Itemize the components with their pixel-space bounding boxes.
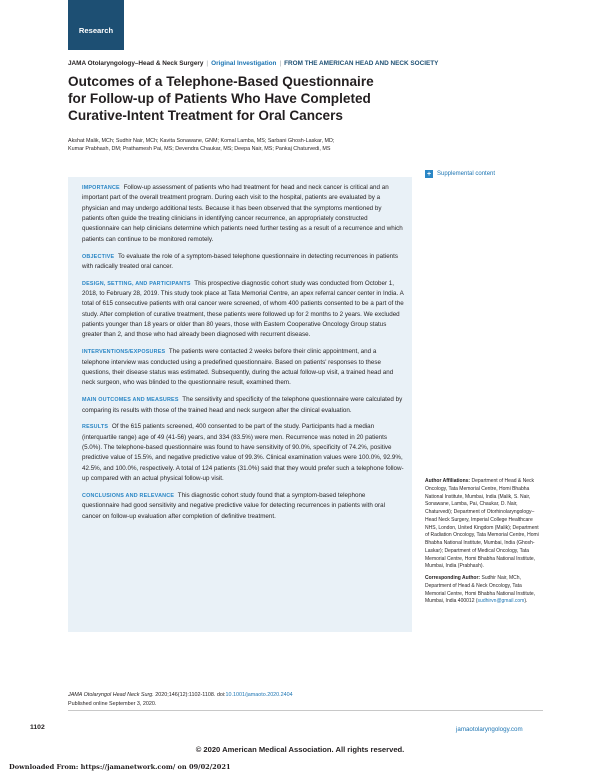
section-text: This diagnostic cohort study found that a symptom-based telephone questionnaire had good sensitivity and negative predictive value for detecting recurrences in patients with oral cancer on follow-up evaluation after completion of definitive treatment. bbox=[82, 491, 385, 520]
affiliations-block bbox=[425, 478, 543, 571]
title-line: Outcomes of a Telephone-Based Questionnaire bbox=[68, 74, 374, 89]
society-label: FROM THE AMERICAN HEAD AND NECK SOCIETY bbox=[284, 60, 439, 67]
section-heading: CONCLUSIONS AND RELEVANCE bbox=[82, 492, 175, 499]
section-text: The sensitivity and specificity of the telephone questionnaire were calculated by comparing its results with those of the trained head and neck surgeon after the clinical evaluation. bbox=[82, 396, 403, 414]
title-line: for Follow-up of Patients Who Have Completed bbox=[68, 90, 371, 106]
corresponding-author-end: ). bbox=[524, 598, 528, 605]
affiliations-label: Author Affiliations: bbox=[425, 478, 471, 484]
plus-icon: + bbox=[426, 170, 432, 178]
section-text: Follow-up assessment of patients who had treatment for head and neck cancer is critical and an important part of the overall treatment program. During each visit to the hospital, patients are evaluated by a physician and may undergo additional tests. Because it has been observed that the symptoms mentioned by patients often guide the treating clinicians in identifying cancer recurrence, an appropriately constructed questionnaire can help clinicians determine which patients need further testing as a result of a recurrence and which patients can continue to be monitored remotely. bbox=[82, 184, 403, 243]
section-text: The patients were contacted 2 weeks before their clinic appointment, and a telephone interview was conducted using a predefined questionnaire. Based on patients' responses to these questions, their disease status was estimated. Subsequently, during the actual follow-up visit, a trained head and neck surgeon, who was blinded to the questionnaire result, examined them. bbox=[82, 348, 394, 387]
section-heading: MAIN OUTCOMES AND MEASURES bbox=[82, 397, 179, 404]
section-text: To evaluate the role of a symptom-based telephone questionnaire in detecting recurrences in patients with radically treated oral cancer. bbox=[82, 252, 399, 270]
corresponding-author-text: Sudhir Nair, MCh, Department of Head & Neck Oncology, Tata Memorial Centre, Homi Bhabha National Institute, Mumbai, India 400012 ( bbox=[425, 575, 536, 605]
download-stamp: Downloaded From: https://jamanetwork.com/ on 09/02/2021 bbox=[9, 763, 231, 771]
abstract-outcomes bbox=[82, 395, 404, 416]
abstract-conclusions bbox=[82, 491, 404, 522]
separator: | bbox=[279, 60, 282, 67]
abstract-importance bbox=[82, 183, 404, 245]
author-line: Akshat Malik, MCh; Sudhir Nair, MCh; Kavita Sonawane, GNM; Komal Lamba, MS; Sarbani Ghosh-Laskar, MD; bbox=[68, 138, 335, 144]
affiliations-text: Department of Head & Neck Oncology, Tata Memorial Centre, Homi Bhabha National Institute, Mumbai, India (Malik, S. Nair, Sonawane, Lamba, Pai, Chaukar, D. Nair, Chaturvedi); Department of Otorhinolaryngology–Head Neck Surgery, Imperial College Healthcare NHS, London, United Kingdom (Malik); Department of Radiation Oncology, Tata Memorial Centre, Homi Bhabha National Institute, Mumbai, India (Ghosh-Laskar); Department of Medical Oncology, Tata Memorial Centre, Homi Bhabha National Institute, Mumbai, India (Prabhash). bbox=[425, 478, 539, 570]
abstract-design bbox=[82, 279, 404, 341]
citation-line bbox=[68, 691, 418, 700]
section-text: Of the 615 patients screened, 400 consented to be part of the study. Participants had a median (interquartile range) age of 49 (41-56) years, and 334 (83.5%) were men. Recurrence was noted in 20 patients (5.0%). The telephone-based questionnaire was found to have sensitivity of 90.0%, specificity of 74.2%, positive predictive value of 15.5%, and negative predictive value of 99.3%. Clinical examination values were 100.0%, 92.9%, 42.5%, and 100.0%, respectively. A total of 124 patients (31.0%) said that they would prefer such a telephone follow-up compared with an actual physical follow-up visit. bbox=[82, 423, 404, 483]
author-email-link[interactable]: sudhirvn@gmail.com bbox=[477, 598, 525, 605]
supplemental-content-link[interactable] bbox=[425, 170, 495, 178]
section-heading: OBJECTIVE bbox=[82, 253, 115, 260]
author-list bbox=[68, 137, 408, 154]
citation-journal: JAMA Otolaryngol Head Neck Surg. bbox=[68, 692, 154, 698]
section-heading: DESIGN, SETTING, AND PARTICIPANTS bbox=[82, 280, 191, 287]
author-affiliations bbox=[425, 478, 543, 606]
abstract-box bbox=[68, 177, 412, 632]
article-type-link[interactable]: Original Investigation bbox=[211, 60, 277, 67]
section-tag: Research bbox=[68, 0, 124, 50]
separator: | bbox=[206, 60, 209, 67]
footer-divider bbox=[68, 710, 543, 711]
article-title bbox=[68, 74, 538, 124]
journal-name: JAMA Otolaryngology–Head & Neck Surgery bbox=[68, 60, 204, 67]
supplemental-label: Supplemental content bbox=[437, 171, 496, 177]
section-text: This prospective diagnostic cohort study was conducted from October 1, 2018, to February 28, 2019. This study took place at Tata Memorial Centre, an apex referral cancer center in India. A total of 615 consecutive patients with oral cancer were screened, of whom 400 patients consented to be a part of the study. After completion of curative treatment, these patients were followed up for 2 months to 2 years. We excluded patients younger than 18 years or older than 80 years, those with Eastern Cooperative Oncology Group status greater than 2, and those who had already been diagnosed with recurrent disease. bbox=[82, 279, 404, 339]
copyright-notice: © 2020 American Medical Association. All rights reserved. bbox=[195, 745, 405, 754]
section-heading: RESULTS bbox=[82, 424, 109, 431]
abstract-results bbox=[82, 422, 404, 484]
corresponding-author-block bbox=[425, 575, 543, 606]
section-heading: INTERVENTIONS/EXPOSURES bbox=[82, 349, 166, 356]
corresponding-author-label: Corresponding Author: bbox=[425, 575, 481, 581]
citation-ref: 2020;146(12):1102-1108. doi: bbox=[155, 692, 226, 698]
published-date: Published online September 3, 2020. bbox=[68, 700, 157, 707]
abstract-objective bbox=[82, 252, 404, 273]
doi-link[interactable]: 10.1001/jamaoto.2020.2404 bbox=[225, 692, 293, 698]
journal-site-link[interactable]: jamaotolaryngology.com bbox=[456, 726, 523, 733]
section-heading: IMPORTANCE bbox=[82, 185, 120, 191]
abstract-interventions bbox=[82, 347, 404, 388]
page-number: 1102 bbox=[30, 724, 45, 731]
citation bbox=[68, 691, 418, 708]
author-line: Kumar Prabhash, DM; Prathamesh Pai, MS; Devendra Chaukar, MS; Deepa Nair, MS; Pankaj Chaturvedi, MS bbox=[68, 146, 331, 153]
journal-line bbox=[68, 60, 538, 67]
title-line: Curative-Intent Treatment for Oral Cancers bbox=[68, 107, 343, 123]
